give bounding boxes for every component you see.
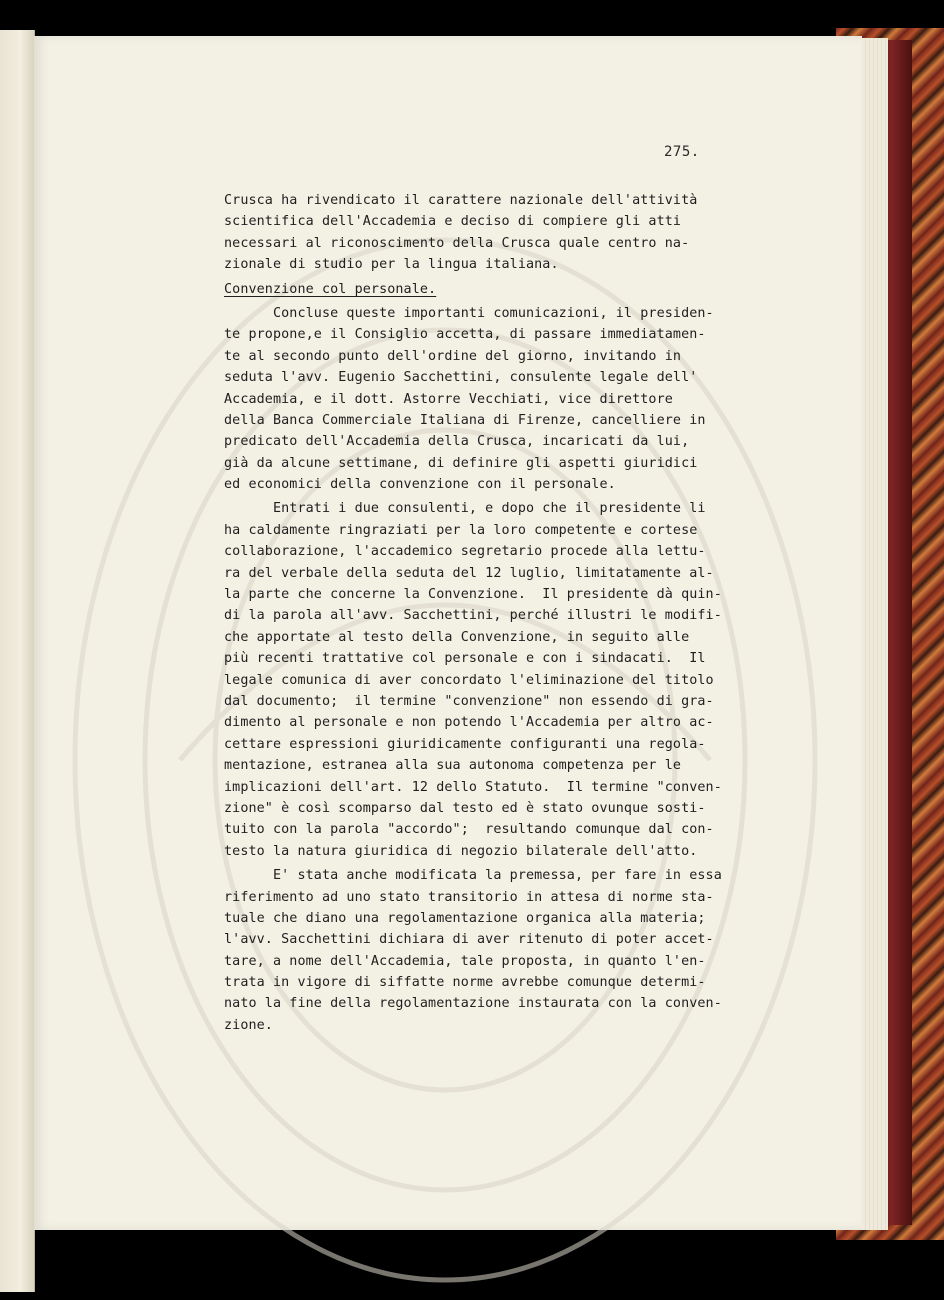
text-line: te al secondo punto dell'ordine del giorno, invitando in: [224, 348, 682, 364]
text-line: Entrati i due consulenti, e dopo che il presidente li: [224, 501, 706, 517]
text-line: della Banca Commerciale Italiana di Firenze, cancelliere in: [224, 412, 706, 428]
text-line: zionale di studio per la lingua italiana.: [224, 257, 559, 273]
text-line: ra del verbale della seduta del 12 luglio, limitatamente al-: [224, 565, 714, 581]
text-line: riferimento ad uno stato transitorio in attesa di norme sta-: [224, 889, 714, 905]
text-line: zione" è così scomparso dal testo ed è stato ovunque sosti-: [224, 800, 706, 816]
text-line: tuito con la parola "accordo"; resultando comunque dal con-: [224, 822, 714, 838]
text-line: testo la natura giuridica di negozio bilaterale dell'atto.: [224, 843, 698, 859]
facing-page-edge: [0, 30, 35, 1292]
text-line: l'avv. Sacchettini dichiara di aver ritenuto di poter accet-: [224, 932, 714, 948]
text-line: mentazione, estranea alla sua autonoma competenza per le: [224, 758, 682, 774]
text-line: cettare espressioni giuridicamente configuranti una regola-: [224, 736, 706, 752]
text-line: di la parola all'avv. Sacchettini, perché illustri le modifi-: [224, 608, 722, 624]
text-line: che apportate al testo della Convenzione, in seguito alle: [224, 629, 690, 645]
text-line: predicato dell'Accademia della Crusca, incaricati da lui,: [224, 434, 690, 450]
paragraph: [224, 865, 784, 1036]
text-line: E' stata anche modificata la premessa, per fare in essa: [224, 868, 722, 884]
text-line: zione.: [224, 1017, 273, 1033]
paragraph: [224, 303, 784, 496]
text-line: tuale che diano una regolamentazione organica alla materia;: [224, 910, 706, 926]
text-line: te propone,e il Consiglio accetta, di passare immediatamen-: [224, 327, 706, 343]
text-line: ed economici della convenzione con il personale.: [224, 477, 616, 493]
text-line: Crusca ha rivendicato il carattere nazionale dell'attività: [224, 193, 698, 208]
text-line: trata in vigore di siffatte norme avrebbe comunque determi-: [224, 975, 706, 991]
text-line: già da alcune settimane, di definire gli aspetti giuridici: [224, 455, 698, 471]
text-line: più recenti trattative col personale e con i sindacati. Il: [224, 651, 706, 667]
text-line: Accademia, e il dott. Astorre Vecchiati, vice direttore: [224, 391, 673, 407]
section-heading: [224, 279, 784, 300]
paragraph: [224, 190, 784, 276]
text-line: Concluse queste importanti comunicazioni, il presiden-: [224, 305, 714, 321]
text-line: collaborazione, l'accademico segretario procede alla lettu-: [224, 544, 706, 560]
page-number: 275.: [664, 144, 700, 160]
text-line: la parte che concerne la Convenzione. Il presidente dà quin-: [224, 587, 722, 603]
text-line: nato la fine della regolamentazione instaurata con la conven-: [224, 996, 722, 1012]
text-line: tare, a nome dell'Accademia, tale proposta, in quanto l'en-: [224, 953, 706, 969]
text-line: implicazioni dell'art. 12 dello Statuto. Il termine "conven-: [224, 779, 722, 795]
text-line: Convenzione col personale.: [224, 281, 437, 297]
paragraph: [224, 498, 784, 862]
text-line: dimento al personale e non potendo l'Accademia per altro ac-: [224, 715, 714, 731]
text-line: dal documento; il termine "convenzione" non essendo di gra-: [224, 693, 714, 709]
text-line: seduta l'avv. Eugenio Sacchettini, consulente legale dell': [224, 370, 698, 386]
text-line: scientifica dell'Accademia e deciso di compiere gli atti: [224, 214, 682, 230]
document-body: [224, 190, 784, 1036]
text-line: necessari al riconoscimento della Crusca quale centro na-: [224, 235, 690, 251]
text-line: legale comunica di aver concordato l'eliminazione del titolo: [224, 672, 714, 688]
text-line: ha caldamente ringraziati per la loro competente e cortese: [224, 522, 698, 538]
